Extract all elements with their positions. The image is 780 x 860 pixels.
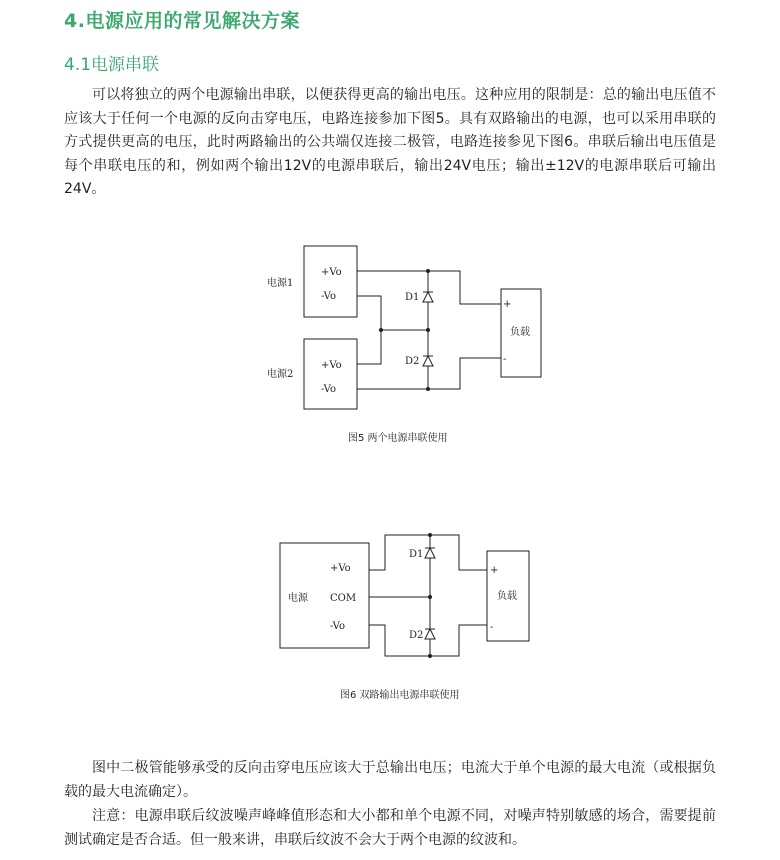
diode-note-paragraph: 图中二极管能够承受的反向击穿电压应该大于总输出电压；电流大于单个电源的最大电流（或根据负载的最大电流确定）。 — [64, 760, 716, 800]
load-plus: + — [503, 299, 512, 310]
psu-label: 电源 — [288, 593, 308, 604]
intro-paragraph: 可以将独立的两个电源输出串联，以便获得更高的输出电压。这种应用的限制是：总的输出电压值不应该大于任何一个电源的反向击穿电压，电路连接参加下图5。具有双路输出的电源，也可以采用串联的方式提供更高的电压，此时两路输出的公共端仅连接二极管，电路连接参见下图6。串联后输出电压值是每个串联电压的和，例如两个输出12V的电源串联后，输出24V电压；输出±12V的电源串联后可输出24V。 — [64, 87, 716, 197]
psu1-box — [304, 246, 357, 317]
load-plus: + — [490, 565, 499, 576]
psu2-box — [304, 339, 357, 409]
ripple-note-paragraph: 注意：电源串联后纹波噪声峰峰值形态和大小都和单个电源不同，对噪声特别敏感的场合，需要提前测试确定是否合适。但一般来讲，串联后纹波不会大于两个电源的纹波和。 — [64, 808, 716, 848]
diode-d2-symbol — [423, 356, 433, 366]
figure-5-caption: 图5 两个电源串联使用 — [348, 433, 448, 444]
psu1-label: 电源1 — [267, 278, 294, 289]
figure-6-caption: 图6 双路输出电源串联使用 — [340, 690, 460, 701]
psu2-label: 电源2 — [267, 369, 294, 380]
figure-5-circuit — [0, 230, 780, 430]
d1-label: D1 — [405, 292, 420, 303]
d2-label: D2 — [405, 356, 420, 367]
diode-d1-symbol — [423, 292, 433, 302]
section-title: 4.电源应用的常见解决方案 — [64, 10, 300, 32]
diode-d2-symbol-fig6 — [425, 629, 435, 639]
d2-label: D2 — [409, 630, 424, 641]
diode-d1-symbol-fig6 — [425, 548, 435, 558]
load-minus: - — [503, 354, 507, 365]
d1-label: D1 — [409, 549, 424, 560]
vo-plus-label: +Vo — [330, 563, 351, 574]
psu2-vo-plus: +Vo — [321, 360, 342, 371]
subsection-title: 4.1电源串联 — [64, 55, 160, 75]
load-label: 负载 — [510, 327, 530, 338]
psu1-vo-minus: -Vo — [321, 291, 336, 302]
psu2-vo-minus: -Vo — [321, 384, 336, 395]
com-label: COM — [330, 593, 357, 604]
load-label: 负载 — [497, 591, 517, 602]
load-minus: - — [490, 622, 494, 633]
psu1-vo-plus: +Vo — [321, 267, 342, 278]
vo-minus-label: -Vo — [330, 621, 345, 632]
figure-6-circuit — [0, 525, 780, 665]
